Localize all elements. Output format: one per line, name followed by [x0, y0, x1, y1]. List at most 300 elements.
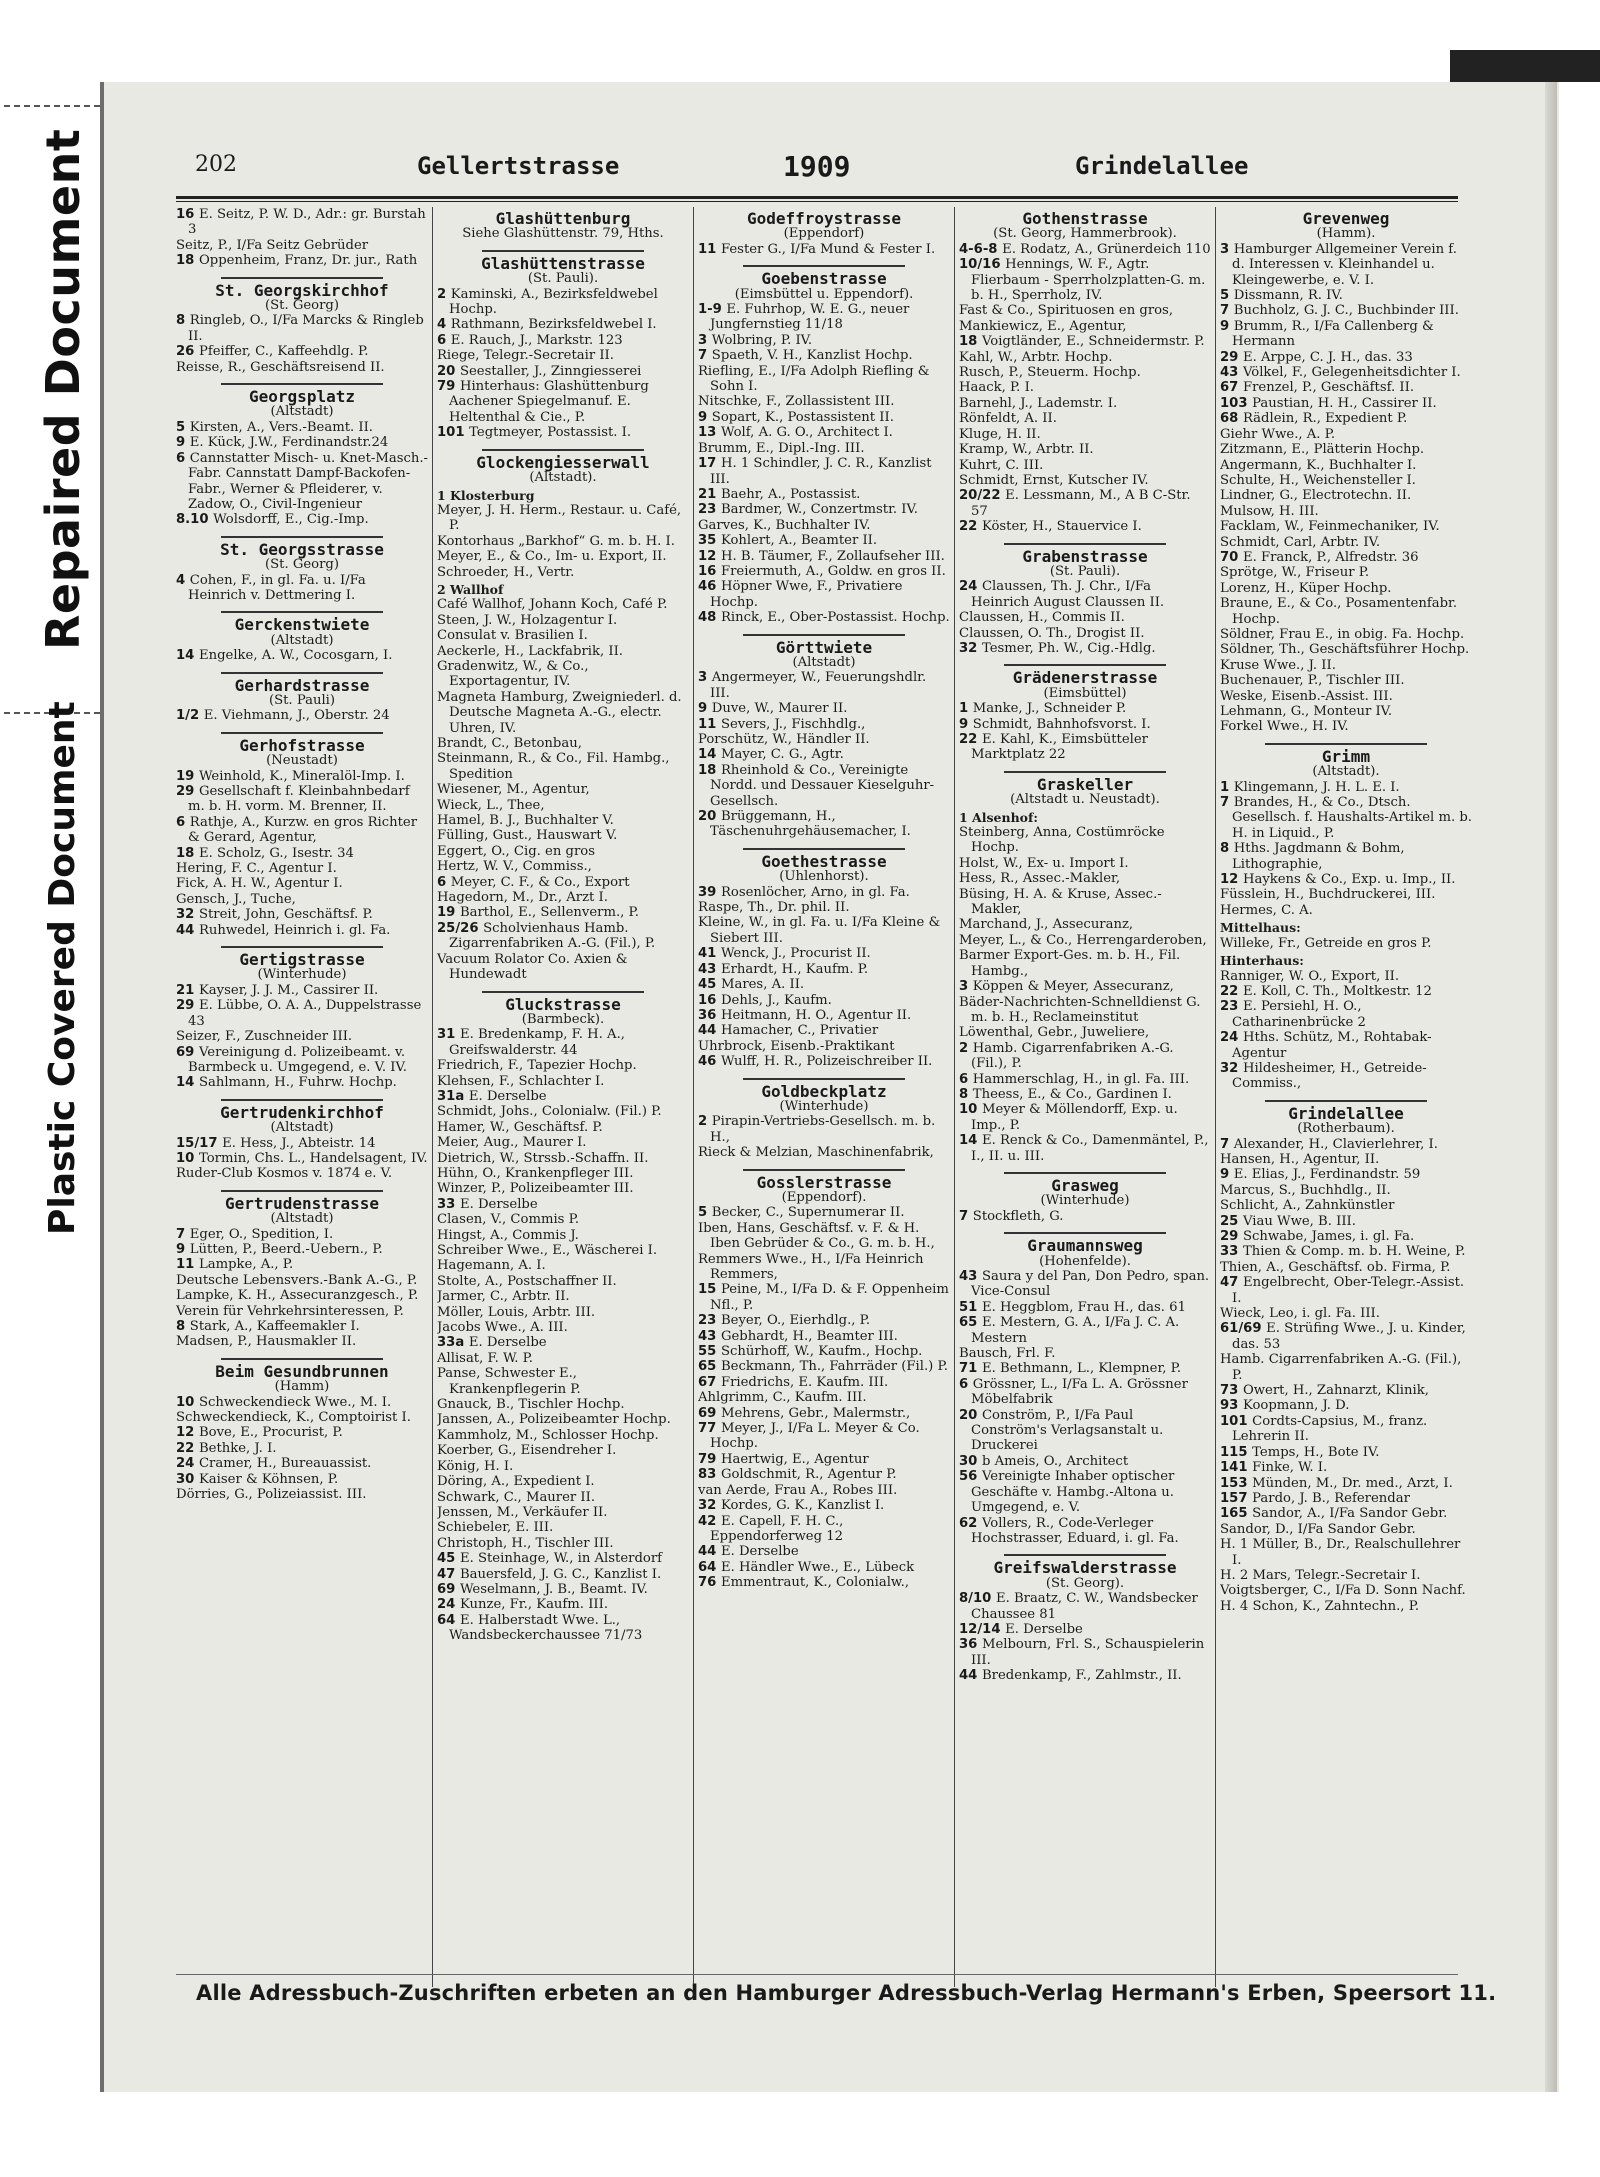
street-heading: Goebenstrasse [761, 269, 887, 289]
entry-text: Hennings, W. F., Agtr. Flierbaum - Sperrholzplatten-G. m. b. H., Sperrholz, IV. [971, 257, 1206, 304]
directory-entry [959, 856, 1211, 871]
entry-text: Cordts-Capsius, M., franz. Lehrerin II. [1232, 1413, 1428, 1445]
house-number: 9 [698, 701, 712, 717]
district-label: (Eppendorf). [781, 1189, 867, 1205]
entry-text: E. Mestern, G. A., I/Fa J. C. A. Mestern [971, 1315, 1180, 1346]
entry-text: Hermes, C. A. [1220, 902, 1313, 918]
entry-text: Barmer Export-Ges. m. b. H., Fil. Hambg., [959, 948, 1181, 979]
entry-text: Schmidt, Johs., Colonialw. (Fil.) P. [437, 1104, 662, 1120]
house-number: 10 [176, 1394, 199, 1410]
house-number: 23 [698, 1313, 721, 1329]
house-number: 12/14 [959, 1621, 1006, 1637]
section-divider [743, 1078, 904, 1080]
directory-entry [698, 1514, 950, 1545]
directory-entry [698, 946, 950, 961]
repaired-document-label: Repaired Document [36, 128, 90, 650]
entry-text: Meyer, J., I/Fa L. Meyer & Co. Hochp. [710, 1421, 920, 1452]
house-number: 45 [698, 977, 721, 993]
house-number: 3 [1220, 241, 1234, 257]
entry-text: Klingemann, J. H. L. E. I. [1233, 779, 1400, 795]
entry-text: Wulff, H. R., Polizeischreiber II. [720, 1054, 933, 1070]
entry-text: Kluge, H. II. [959, 426, 1041, 442]
house-number: 26 [176, 344, 199, 360]
entry-text: Wieck, L., Thee, [437, 797, 545, 813]
directory-entry [437, 1151, 689, 1166]
directory-entry [176, 1136, 428, 1151]
house-number: 35 [698, 533, 721, 549]
directory-entry [437, 534, 689, 549]
entry-text: Büsing, H. A. & Kruse, Assec.-Makler, [959, 886, 1162, 918]
entry-text: Porschütz, W., Händler II. [698, 732, 870, 747]
directory-entry [437, 1212, 689, 1227]
house-number: 33 [437, 1196, 460, 1212]
entry-text: Paustian, H. H., Cassirer II. [1252, 395, 1437, 411]
entry-text: Facklam, W., Feinmechaniker, IV. [1220, 519, 1440, 535]
entry-text: Jacobs Wwe., A. III. [437, 1320, 568, 1336]
house-number: 21 [176, 982, 199, 998]
entry-text: Völkel, F., Gelegenheitsdichter I. [1242, 365, 1461, 381]
entry-text: Pfeiffer, C., Kaffeehdlg. P. [198, 344, 369, 360]
district-label: (St. Georg, Hammerbrook). [993, 226, 1177, 242]
entry-text: Hinterhaus: Glashüttenburg Aachener Spiegelmanuf. E. Heltenthal & Cie., P. [449, 379, 649, 425]
street-heading: Gothenstrasse [1022, 209, 1148, 228]
entry-text: Gensch, J., Tuche, [176, 891, 296, 907]
entry-text: Köster, H., Stauervice I. [981, 519, 1142, 535]
house-number: 69 [176, 1044, 199, 1060]
directory-entry [959, 917, 1211, 932]
entry-text: Hess, R., Assec.-Makler, [959, 871, 1121, 887]
house-number: 4 [437, 317, 451, 333]
section-divider [482, 250, 643, 252]
house-number: 51 [959, 1299, 982, 1315]
district-label: (Winterhude) [779, 1098, 869, 1114]
entry-text: Schmidt, Carl, Arbtr. IV. [1220, 534, 1381, 550]
house-number: 69 [437, 1581, 460, 1597]
directory-entry [1220, 1183, 1472, 1198]
entry-text: Bove, E., Procurist, P. [198, 1425, 343, 1441]
entry-text: Ruhwedel, Heinrich i. gl. Fa. [198, 922, 391, 938]
directory-entry [1220, 380, 1472, 395]
directory-entry [176, 1257, 428, 1272]
house-number: 101 [437, 425, 470, 441]
directory-entry [698, 1313, 950, 1328]
house-number: 25 [1220, 1213, 1243, 1229]
house-number: 29 [176, 784, 199, 799]
entry-text: Kruse Wwe., J. II. [1220, 657, 1336, 673]
district-label: (Winterhude) [1040, 1193, 1130, 1209]
house-number: 31 [437, 1027, 460, 1043]
street-heading: Godeffroystrasse [746, 209, 902, 228]
directory-entry [437, 1551, 689, 1566]
entry-text: Hamel, B. J., Buchhalter V. [437, 813, 614, 829]
directory-column-2 [437, 207, 689, 1992]
entry-text: Stark, A., Kaffeemakler I. [189, 1319, 360, 1334]
house-number: 43 [1220, 365, 1243, 381]
directory-entry [698, 302, 950, 333]
street-heading: Grasweg [1051, 1175, 1119, 1195]
directory-entry [1220, 288, 1472, 303]
entry-text: Friedrich, F., Tapezier Hochp. [437, 1058, 637, 1074]
directory-entry [437, 1428, 689, 1443]
directory-entry [437, 1166, 689, 1181]
directory-entry [437, 503, 689, 534]
entry-text: Hertz, W. V., Commiss., [437, 859, 592, 875]
directory-entry [437, 1474, 689, 1489]
entry-text: Meyer & Möllendorff, Exp. u. Imp., P. [971, 1102, 1178, 1133]
directory-entry [1220, 1537, 1472, 1568]
house-number: 14 [959, 1133, 982, 1149]
house-number: 24 [959, 579, 982, 595]
column-rule [954, 207, 955, 1987]
directory-entry [1220, 1321, 1472, 1352]
directory-entry [959, 411, 1211, 426]
entry-text: H. 1 Müller, B., Dr., Realschullehrer I. [1220, 1537, 1461, 1568]
directory-entry [1220, 550, 1472, 565]
directory-entry [698, 1221, 950, 1252]
entry-text: Rusch, P., Steuerm. Hochp. [959, 365, 1141, 381]
directory-entry [1220, 1398, 1472, 1413]
directory-entry [176, 892, 428, 907]
directory-entry [959, 488, 1211, 519]
section-divider [221, 1358, 382, 1360]
house-number: 41 [698, 946, 721, 962]
directory-entry [437, 859, 689, 874]
directory-entry [437, 1412, 689, 1427]
entry-text: Hagemann, A. I. [437, 1258, 546, 1274]
directory-entry [1220, 1506, 1472, 1521]
directory-entry [698, 1145, 950, 1160]
directory-entry [959, 519, 1211, 534]
entry-text: E. Derselbe [1005, 1621, 1083, 1637]
district-label: (Hamm) [274, 1379, 330, 1395]
header-rule [176, 196, 1458, 199]
section-divider [221, 946, 382, 948]
directory-entry [698, 962, 950, 977]
entry-text: Scholvienhaus Hamb. Zigarrenfabriken A.-G. (Fil.), P. [449, 920, 656, 952]
directory-entry [698, 410, 950, 425]
dashed-divider [4, 105, 100, 107]
entry-text: Gradenwitz, W., & Co., Exportagentur, IV. [437, 658, 589, 690]
directory-entry [437, 1490, 689, 1505]
entry-text: Garves, K., Buchhalter IV. [698, 517, 871, 533]
directory-entry [959, 933, 1211, 948]
directory-entry [698, 564, 950, 579]
house-number: 9 [176, 435, 190, 451]
entry-text: Mayer, C. G., Agtr. [720, 747, 844, 763]
directory-entry [437, 597, 689, 612]
house-number: 5 [698, 1205, 712, 1221]
entry-text: Rosenlöcher, Arno, in gl. Fa. [720, 884, 910, 900]
house-number: 18 [176, 845, 199, 861]
directory-entry [959, 979, 1211, 994]
house-number: 6 [959, 1071, 973, 1087]
district-label: (Hamm). [1316, 226, 1376, 242]
directory-entry [1220, 427, 1472, 442]
house-number: 17 [698, 456, 721, 472]
entry-text: Angermeyer, W., Feuerungshdlr. III. [710, 670, 927, 701]
entry-text: Hildesheimer, H., Getreide-Commiss., [1232, 1060, 1427, 1092]
entry-text: Madsen, P., Hausmakler II. [176, 1334, 357, 1350]
directory-entry [1220, 1460, 1472, 1475]
year-heading: 1909 [783, 150, 851, 183]
entry-text: Gnauck, B., Tischler Hochp. [437, 1397, 625, 1413]
entry-text: Fülling, Gust., Hauswart V. [437, 828, 618, 844]
entry-text: E. Hess, J., Abteistr. 14 [222, 1135, 376, 1151]
entry-text: E. Fuhrhop, W. E. G., neuer Jungfernstieg 11/18 [710, 302, 910, 333]
house-number: 24 [176, 1456, 199, 1472]
entry-text: Reisse, R., Geschäftsreisend II. [176, 359, 385, 375]
entry-text: Riefling, E., I/Fa Adolph Riefling & Sohn I. [698, 363, 930, 395]
directory-entry [1220, 1599, 1472, 1614]
entry-text: Hering, F. C., Agentur I. [176, 861, 337, 877]
directory-entry [698, 1575, 950, 1590]
entry-text: Aeckerle, H., Lackfabrik, II. [437, 643, 623, 659]
entry-text: Weske, Eisenb.-Assist. III. [1220, 688, 1393, 704]
directory-entry [437, 782, 689, 797]
directory-entry [698, 518, 950, 533]
directory-entry [959, 995, 1211, 1026]
entry-text: Kontorhaus „Barkhof“ G. m. b. H. I. [437, 533, 675, 549]
house-number: 22 [1220, 983, 1243, 999]
entry-text: Kunze, Fr., Kaufm. III. [459, 1597, 609, 1613]
directory-entry [1220, 1476, 1472, 1491]
house-number: 32 [176, 907, 199, 923]
building-label: Mittelhaus: [1220, 920, 1301, 936]
entry-text: Schmidt, Bahnhofsvorst. I. [972, 716, 1151, 732]
entry-text: Hühn, O., Krankenpfleger III. [437, 1165, 634, 1181]
house-number: 18 [959, 334, 982, 350]
house-number: 24 [437, 1597, 460, 1613]
entry-text: Mares, A. II. [720, 977, 805, 993]
entry-text: E. Renck & Co., Damenmäntel, P., I., II. u. III. [971, 1133, 1209, 1164]
directory-entry [437, 1582, 689, 1597]
entry-text: Duve, W., Maurer II. [711, 701, 848, 717]
house-number: 6 [437, 874, 451, 890]
entry-text: Löwenthal, Gebr., Juweliere, [959, 1025, 1150, 1041]
column-rule [693, 207, 694, 1987]
entry-text: Erhardt, H., Kaufm. P. [720, 961, 869, 977]
entry-text: Wolsdorff, E., Cig.-Imp. [213, 512, 369, 528]
district-label: (St. Georg). [1045, 1575, 1125, 1591]
entry-text: Bardmer, W., Conzertmstr. IV. [720, 502, 918, 518]
entry-text: Schroeder, H., Vertr. [437, 564, 575, 580]
entry-text: Rönfeldt, A. II. [959, 411, 1057, 427]
house-number: 6 [176, 450, 190, 466]
entry-text: Allisat, F. W. P. [437, 1350, 533, 1366]
directory-entry [437, 875, 689, 890]
entry-text: Fick, A. H. W., Agentur I. [176, 876, 343, 892]
directory-entry [437, 921, 689, 952]
entry-text: Hansen, H., Agentur, II. [1220, 1151, 1380, 1167]
directory-entry [1220, 999, 1472, 1030]
directory-entry [959, 1454, 1211, 1469]
entry-text: E. Scholz, G., Isestr. 34 [198, 845, 354, 861]
entry-text: Meyer, E., & Co., Im- u. Export, II. [437, 549, 667, 565]
house-number: 18 [698, 762, 721, 778]
district-label: (Altstadt) [270, 404, 334, 420]
directory-entry [698, 1114, 950, 1145]
house-number: 141 [1220, 1460, 1253, 1476]
district-label: (St. Pauli). [527, 271, 599, 287]
directory-entry [437, 565, 689, 580]
entry-text: Holst, W., Ex- u. Import I. [959, 855, 1129, 871]
directory-entry [698, 610, 950, 625]
house-number: 22 [959, 732, 982, 747]
directory-entry [698, 1452, 950, 1467]
house-number: 5 [1220, 288, 1234, 304]
directory-entry [959, 1300, 1211, 1315]
entry-text: Forkel Wwe., H. IV. [1220, 719, 1349, 735]
section-divider [1004, 1554, 1165, 1556]
directory-entry [437, 425, 689, 440]
house-number: 101 [1220, 1413, 1253, 1429]
house-number: 10 [176, 1150, 199, 1166]
entry-text: Ahlgrimm, C., Kaufm. III. [698, 1390, 867, 1406]
directory-entry [1220, 488, 1472, 503]
entry-text: Theess, E., & Co., Gardinen I. [972, 1086, 1172, 1102]
entry-text: Barnehl, J., Lademstr. I. [959, 395, 1118, 411]
directory-entry [1220, 1167, 1472, 1182]
directory-entry [437, 549, 689, 564]
directory-entry [176, 1151, 428, 1166]
entry-text: Viau Wwe, B. III. [1242, 1213, 1356, 1229]
entry-text: Lindner, G., Electrotechn. II. [1220, 488, 1412, 504]
directory-entry [176, 238, 428, 253]
directory-entry [698, 441, 950, 456]
district-label: (St. Pauli) [268, 692, 336, 708]
house-number: 8 [176, 1319, 190, 1334]
directory-entry [176, 344, 428, 359]
directory-column-3 [698, 207, 950, 1992]
directory-entry [437, 1567, 689, 1582]
directory-entry [1220, 936, 1472, 951]
directory-entry [698, 1498, 950, 1513]
entry-text: Schwark, C., Maurer II. [437, 1489, 596, 1505]
house-number: 67 [1220, 380, 1243, 396]
directory-entry [176, 983, 428, 998]
house-number: 8/10 [959, 1591, 996, 1607]
house-number: 45 [437, 1551, 460, 1567]
directory-entry [1220, 303, 1472, 318]
house-number: 20 [959, 1407, 982, 1423]
entry-text: Lütten, P., Beerd.-Uebern., P. [189, 1241, 383, 1257]
house-number: 77 [698, 1421, 721, 1437]
directory-entry [1220, 780, 1472, 795]
house-number: 64 [698, 1559, 721, 1575]
entry-text: Haykens & Co., Exp. u. Imp., II. [1242, 872, 1456, 888]
street-heading: Goldbeckplatz [761, 1081, 887, 1101]
house-number: 7 [1220, 1136, 1234, 1152]
house-number: 62 [959, 1515, 982, 1531]
house-number: 12 [176, 1425, 199, 1441]
directory-entry [437, 890, 689, 905]
entry-text: Sandor, D., I/Fa Sandor Gebr. [1220, 1521, 1416, 1537]
entry-text: Vacuum Rolator Co. Axien & Hundewadt [437, 951, 628, 983]
entry-text: Baehr, A., Postassist. [720, 486, 861, 502]
house-number: 55 [698, 1344, 721, 1360]
entry-text: Münden, M., Dr. med., Arzt, I. [1252, 1475, 1453, 1491]
directory-entry [1220, 704, 1472, 719]
section-divider [1265, 1100, 1426, 1102]
entry-text: Buchholz, G. J. C., Buchbinder III. [1233, 303, 1459, 319]
directory-entry [1220, 581, 1472, 596]
entry-text: Clasen, V., Commis P. [437, 1212, 580, 1228]
house-number: 31a [437, 1088, 469, 1104]
entry-text: Mulsow, H. III. [1220, 503, 1319, 519]
directory-entry [959, 1516, 1211, 1547]
district-label: (Barmbeck). [521, 1011, 605, 1027]
house-number: 13 [698, 425, 721, 441]
house-number: 12 [698, 548, 721, 564]
entry-text: Hagedorn, M., Dr., Arzt I. [437, 890, 608, 906]
entry-text: E. Braatz, C. W., Wandsbecker Chaussee 81 [971, 1591, 1198, 1622]
entry-text: Streit, John, Geschäftsf. P. [198, 907, 373, 923]
entry-text: Steinmann, R., & Co., Fil. Hambg., Spedition [437, 751, 670, 782]
directory-entry [1220, 1030, 1472, 1061]
house-number: 24 [1220, 1030, 1243, 1046]
directory-entry [959, 1269, 1211, 1300]
street-heading: Grabenstrasse [1022, 546, 1148, 566]
house-number: 9 [1220, 318, 1234, 334]
directory-entry [959, 871, 1211, 886]
entry-text: E. Seitz, P. W. D., Adr.: gr. Burstah 3 [188, 207, 426, 238]
street-heading: Glashüttenburg [495, 209, 631, 228]
house-number: 18 [176, 253, 199, 269]
entry-text: Schreiber Wwe., E., Wäscherei I. [437, 1243, 658, 1258]
directory-entry [959, 610, 1211, 625]
entry-text: Cramer, H., Bureauassist. [198, 1456, 372, 1472]
house-number: 3 [698, 670, 712, 686]
house-number: 9 [1220, 1167, 1234, 1183]
entry-text: Kleine, W., in gl. Fa. u. I/Fa Kleine & Siebert III. [698, 915, 941, 946]
entry-text: b Ameis, O., Architect [981, 1453, 1129, 1469]
entry-text: E. Halberstadt Wwe. L., Wandsbeckerchaussee 71/73 [449, 1612, 643, 1644]
entry-text: Möller, Louis, Arbtr. III. [437, 1304, 596, 1320]
house-number: 14 [698, 747, 721, 763]
directory-entry [437, 1397, 689, 1412]
entry-text: Köppen & Meyer, Assecuranz, [972, 979, 1174, 995]
entry-text: E. Lübbe, O. A. A., Duppelstrasse 43 [188, 998, 422, 1029]
entry-text: Meyer, L., & Co., Herrengarderoben, [959, 932, 1207, 948]
entry-text: Fester G., I/Fa Mund & Fester I. [720, 241, 936, 257]
directory-entry [437, 659, 689, 690]
directory-entry [698, 977, 950, 992]
house-number: 65 [698, 1359, 721, 1375]
entry-text: Rinck, E., Ober-Postassist. Hochp. [720, 610, 950, 626]
directory-entry [176, 435, 428, 450]
house-number: 29 [176, 998, 199, 1014]
entry-text: Klehsen, F., Schlachter I. [437, 1073, 605, 1089]
house-number: 15 [698, 1282, 721, 1298]
house-number: 8 [959, 1086, 973, 1102]
entry-text: Seitz, P., I/Fa Seitz Gebrüder [176, 237, 369, 253]
entry-text: Brüggemann, H., Täschenuhrgehäusemacher, I. [710, 809, 911, 840]
section-divider [221, 536, 382, 538]
house-number: 69 [698, 1405, 721, 1421]
street-heading: St. Georgsstrasse [220, 539, 384, 559]
house-number: 23 [698, 502, 721, 518]
entry-text: Brumm, E., Dipl.-Ing. III. [698, 440, 865, 456]
entry-text: Giehr Wwe., A. P. [1220, 426, 1336, 442]
district-label: (Altstadt) [270, 1120, 334, 1136]
directory-entry [1220, 242, 1472, 288]
entry-text: Wieck, Leo, i. gl. Fa. III. [1220, 1306, 1380, 1322]
entry-text: Braune, E., & Co., Posamentenfabr. Hochp. [1220, 596, 1458, 627]
directory-entry [437, 798, 689, 813]
street-heading: Gosslerstrasse [756, 1172, 892, 1192]
entry-text: König, H. I. [437, 1458, 514, 1474]
entry-text: Hamer, W., Geschäftsf. P. [437, 1119, 603, 1135]
